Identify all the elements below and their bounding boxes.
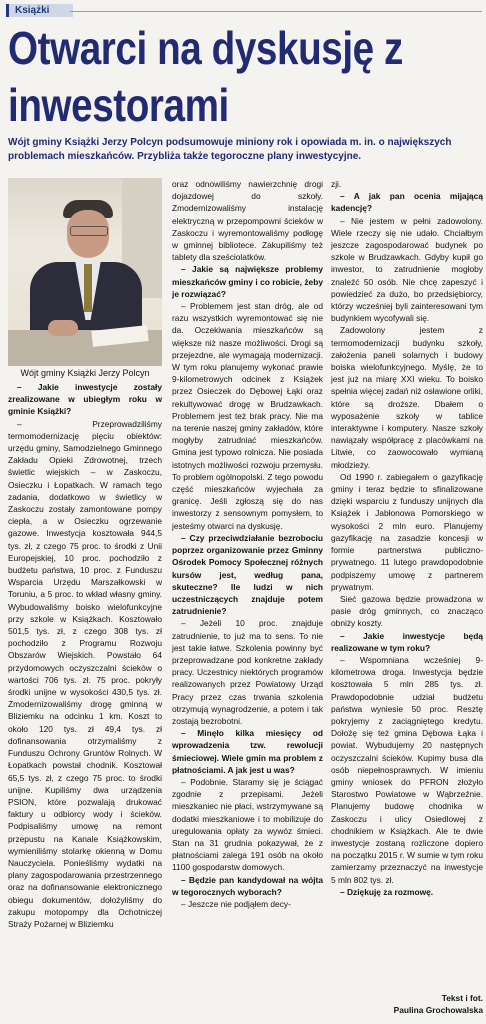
interview-question: – Minęło kilka miesięcy od wprowadzenia tzw. rewolucji śmieciowej. Wiele gmin ma problem z płatnościami. A jak jest u was? — [172, 728, 323, 775]
interview-paragraph: oraz odnowiliśmy nawierzchnię drogi dojazdowej do szkoły. Zmodernizowaliśmy instalację elektryczną w przepompowni ścieków w Zaskoczu i wyremontowaliśmy podłogę w gminnej bibliotece. Zakupiliśmy też tablety dla sześciolatków. — [172, 179, 323, 263]
interview-paragraph: – Problemem jest stan dróg, ale od razu wszystkich wyremontować się nie da. Oczekiwania mieszkańców są większe niż nasze możliwości. Drogi są przejezdne, ale wymagają modernizacji. W tym roku planujemy wykonać prawie 9-kilometrowych odcinek z Książek przez Osieczek do Dębowej Łąki oraz rekultywować drogę w Brudzawkach. Problemem jest też brak pracy. Nie ma na terenie naszej gminy zakładów, które mogłyby zatrudniać mieszkańców. Gmina jest typowo rolnicza. Nie posiada istotnych możliwości rozwoju przemysłu. To problem ogólnopolski. Z tego powodu część mieszkańców wyjechała za granicę. Jeśli zgłoszą się do nas inwestorzy z sensownym pomysłem, to jesteśmy otwarci na dyskusję. — [172, 301, 323, 531]
article-column-1 — [8, 381, 162, 930]
interview-question: – A jak pan ocenia mijającą kadencję? — [331, 191, 483, 214]
interview-question: – Będzie pan kandydował na wójta w tegorocznych wyborach? — [172, 874, 323, 897]
interview-paragraph: Sieć gazowa będzie prowadzona w pasie dróg gminnych, co znacząco obniży koszty. — [331, 593, 483, 629]
interview-paragraph: – Przeprowadziliśmy termomodernizację pięciu obiektów: urzędu gminy, Samodzielnego Gminnego Zakładu Opieki Zdrowotnej, trzech świetlic wiejskich – w Zaskoczu, Osieczku i Łopatkach. W ramach tego zadania, dodatkowo w świetlicy w Zaskoczu zostały zamontowane pompy ciepła, a w Osieczku ogrzewanie gazowe. Inwestycja kosztowała 944,5 tys. zł, z czego 75 proc. to środki z Unii Europejskiej, 10 proc. pochodziło z budżetu państwa, 10 proc. z Funduszu Wsparcia Urzędu Marszałkowski w Toruniu, a 5 proc. to wkład własny gminy. Wybudowaliśmy boisko wielofunkcyjne przy szkole w Książkach. Kosztowało 501,5 tys. zł, z czego 308 tys. zł pochodziło z Programu Rozwoju Obszarów Wiejskich. Powstało 64 przydomowych oczyszczalni ścieków o wartości 706 tys. zł. 75 proc. pokryły środki unijne w wysokości 430,5 tys. zł. Zmodernizowaliśmy drogę gminną w Bliziemku na odcinku 1 km. Koszt to około 120 tys. zł 49,4 tys. zł dofinansowania otrzymaliśmy z Funduszu Ochrony Gruntów Rolnych. W Łopatkach powstał chodnik. Kosztował 65,5 tys. zł, z czego 75 proc. to środki unijne. Kupiliśmy dwa urządzenia PSION, które pozwalają drukować faktury u odbiorcy wody i ścieków. Podpisaliśmy umowę na remont przepustu na Kanale Książkowskim, wymieniliśmy stolarkę okienną w Domu Nauczyciela. Ponieśliśmy wydatki na plany zagospodarowania przestrzennego oraz na dofinansowanie elektronicznego obiegu dokumentów, dołożyliśmy do zakupu motopompy dla Ochotniczej Straży Pożarnej w Bliziemku — [8, 418, 162, 929]
interview-paragraph: zji. — [331, 179, 342, 189]
interview-paragraph: – Nie jestem w pełni zadowolony. Wiele rzeczy się nie udało. Chciałbym jeszcze zagospodarować budynek po szkole w Brudzawkach. Gdyby kupił go inwestor, to zatrudnienie mogłoby znaleźć 50 osób. Nie chcę zapeszyć i powiedzieć za dużo, bo przedsiębiorcy, którzy wcześniej byli zainteresowani tym budynkiem wycofywali się. — [331, 215, 483, 324]
interview-paragraph: – Podobnie. Staramy się je ściągać zgodnie z przepisami. Jeżeli mieszkaniec nie płaci, wstrzymywane są dodatki mieszkaniowe i to mobilizuje do uregulowania opłaty za wywóz śmieci. Stan na 31 grudnia pokazywał, że z płatnościami zalega 191 osób na około 1100 gospodarstw domowych. — [172, 776, 323, 873]
interview-question: – Jakie są największe problemy mieszkańców gminy i co robicie, żeby je rozwiązać? — [172, 264, 323, 299]
lead-paragraph: Wójt gminy Książki Jerzy Polcyn podsumowuje miniony rok i opowiada m. in. o największych problemach mieszkańców. Przybliża także tegoroczne plany inwestycyjne. — [8, 137, 452, 162]
section-tag — [6, 4, 73, 17]
interview-question: – Dziękuję za rozmowę. — [340, 886, 434, 897]
interview-question: – Jakie inwestycje będą realizowane w tym roku? — [331, 630, 483, 653]
headline: Otwarci na dyskusję z inwestorami — [8, 22, 403, 131]
byline-label: Tekst i fot. — [441, 993, 483, 1003]
interview-paragraph: – Jeszcze nie podjąłem decy- — [181, 898, 291, 909]
section-tag-label: Książki — [15, 5, 50, 16]
interview-paragraph: Zadowolony jestem z termomodernizacji budynku szkoły, założenia paneli solarnych i budowy boiska wielofunkcyjnego. Myślę, że to jest już na miarę XXI wieku. To boisko spełnia więcej zadań niż osławione orliki, które są droższe. Dbałem o wyposażenie szkoły w tablice interaktywne i komputery. Nasze szkoły nawiązały współpracę z placówkami na Litwie, co zaowocowało wymianą młodzieży. — [331, 325, 483, 470]
article-column-2 — [172, 178, 323, 910]
interview-question: – Czy przeciwdziałanie bezrobociu poprzez organizowanie przez Gminny Ośrodek Pomocy Społecznej różnych kursów jest, według pana, skuteczne? Ile ludzi w nich uczestniczących znajduje potem zatrudnienie? — [172, 532, 323, 617]
mayor-photo — [8, 178, 162, 366]
photo-caption: Wójt gminy Książki Jerzy Polcyn — [20, 368, 150, 378]
byline-author: Paulina Grochowalska — [393, 1005, 483, 1015]
interview-paragraph: Od 1990 r. zabiegałem o gazyfikację gminy i teraz będzie to sfinalizowane dzięki wsparciu z funduszy unijnych dla Książek i Jabłonowa Pomorskiego w wysokości 2 mln euro. Planujemy gazyfikację na zasadzie koncesji w formie partnerstwa publiczno-prywatnego. 11 lutego prawdopodobnie podpiszemy umowę z partnerem prywatnym. — [331, 471, 483, 592]
interview-paragraph: – Wspomniana wcześniej 9-kilometrowa droga. Inwestycja będzie kosztowała 5 mln 285 tys. zł. Prawdopodobnie udział budżetu państwa wyniesie 50 proc. Resztę pokryjemy z zaciągniętego kredytu. Dołożę się też gmina Dębowa Łąka i powiat. Wybudujemy 20 następnych oczyszczalni ścieków. Kupimy busa dla osób niepełnosprawnych. W imieniu gminy wniosek do PFRON złożyło Starostwo Powiatowe w Wąbrzeźnie. Planujemy budowę chodnika w Zaskoczu i ulicy Osiedlowej z chodnikiem w Książkach. Ale te dwie inwestycje zostaną rozliczone dopiero na początku 2015 r. W sumie w tym roku zamierzamy przeznaczyć na inwestycje 5 mln 802 tys. zł. — [331, 654, 483, 885]
interview-question: – Jakie inwestycje zostały zrealizowane w ubiegłym roku w gminie Książki? — [8, 382, 162, 417]
article-column-3 — [331, 178, 483, 898]
interview-paragraph: – Jeżeli 10 proc. znajduje zatrudnienie, to już ma to sens. To nie jest takie łatwe. Szkolenia powinny być przeprowadzane pod konkretne zakłady pracy. Uczestnicy niektórych programów realizowanych przez Powiatowy Urząd Pracy przez czas trwania szkolenia otrzymują wynagrodzenie, a potem i tak zostają bezrobotni. — [172, 618, 323, 726]
header-rule — [70, 11, 482, 12]
